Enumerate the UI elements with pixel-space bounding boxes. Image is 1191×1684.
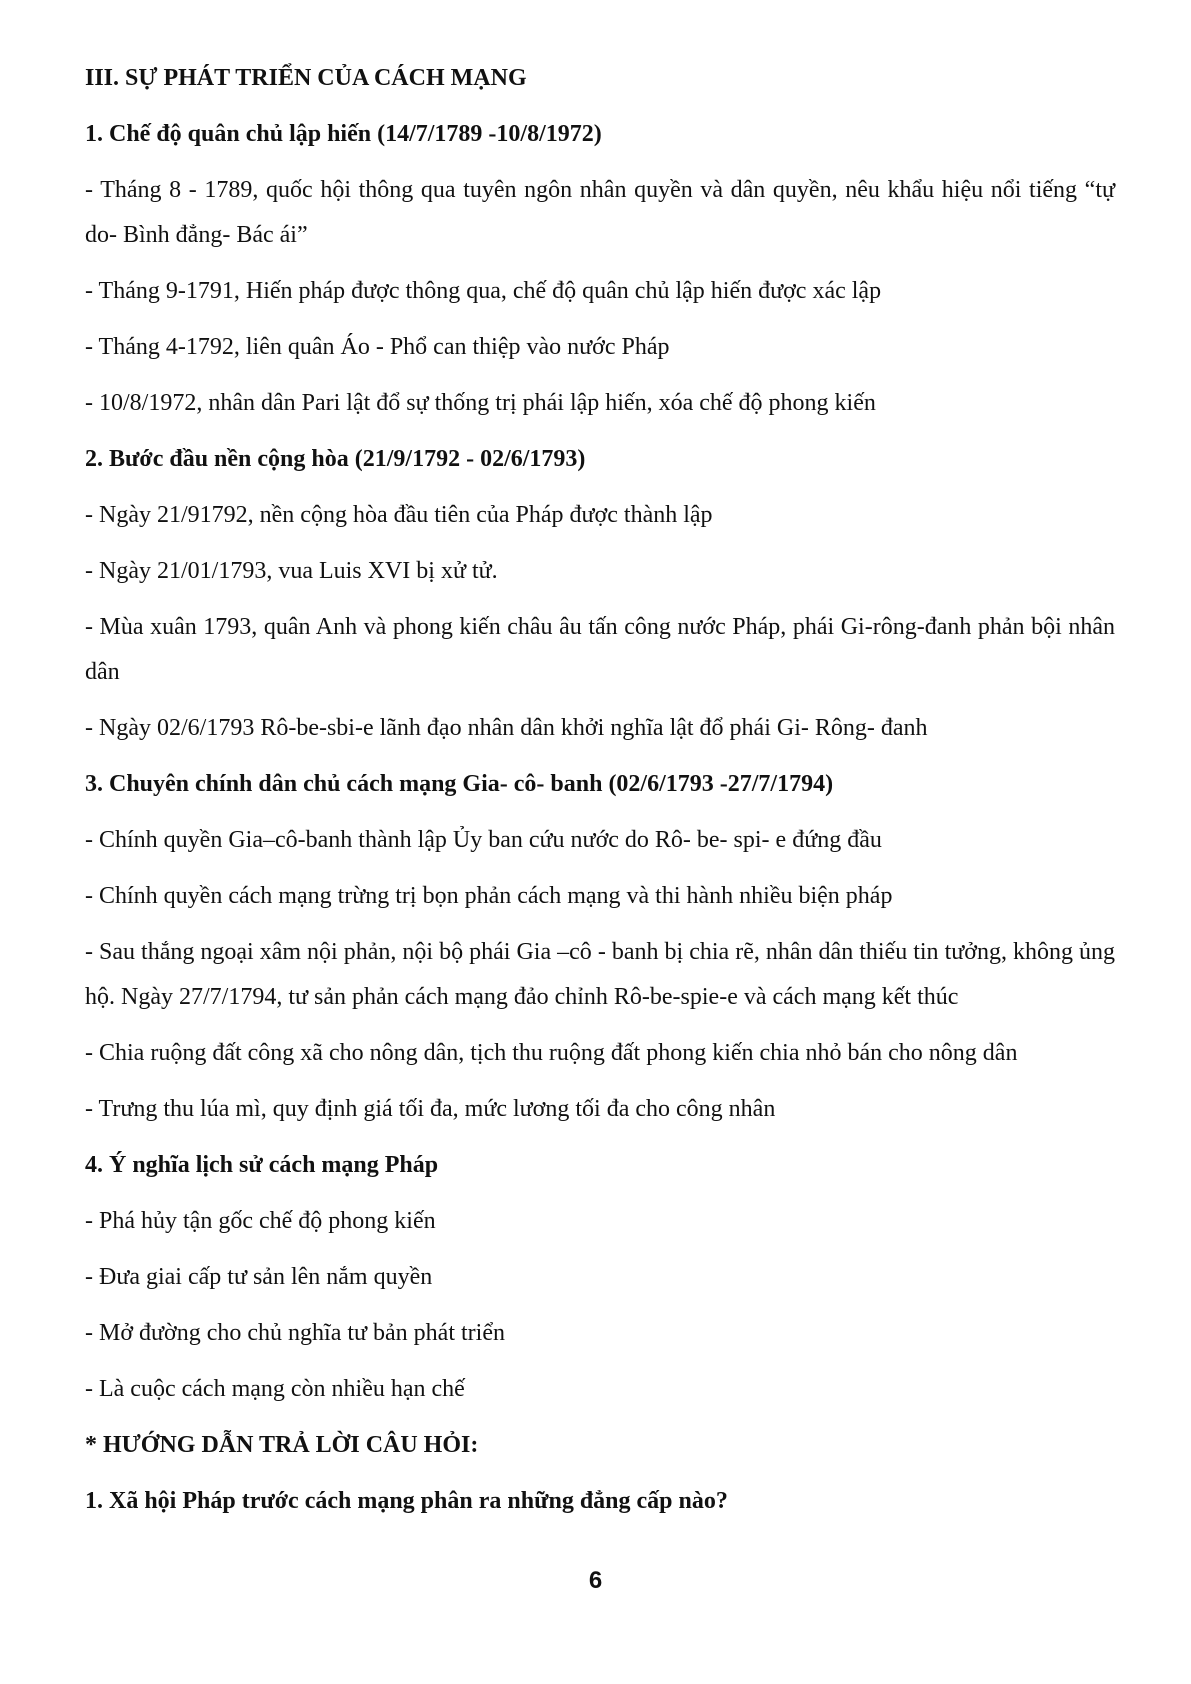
subsection-heading: 1. Chế độ quân chủ lập hiến (14/7/1789 -10/8/1972) <box>85 121 602 147</box>
paragraph: - Trưng thu lúa mì, quy định giá tối đa, mức lương tối đa cho công nhân <box>85 1096 776 1122</box>
paragraph: - Mùa xuân 1793, quân Anh và phong kiến châu âu tấn công nước Pháp, phái Gi-rông-đanh phản bội nhân dân <box>85 614 1115 685</box>
paragraph: - 10/8/1972, nhân dân Pari lật đổ sự thống trị phái lập hiến, xóa chế độ phong kiến <box>85 390 876 416</box>
paragraph: - Phá hủy tận gốc chế độ phong kiến <box>85 1208 436 1234</box>
paragraph: - Ngày 21/91792, nền cộng hòa đầu tiên của Pháp được thành lập <box>85 502 713 528</box>
paragraph: - Ngày 21/01/1793, vua Luis XVI bị xử tử. <box>85 558 498 584</box>
guide-title: * HƯỚNG DẪN TRẢ LỜI CÂU HỎI: <box>85 1432 479 1458</box>
page-content <box>85 56 1115 1535</box>
subsection-heading: 4. Ý nghĩa lịch sử cách mạng Pháp <box>85 1152 439 1178</box>
subsection-heading: 3. Chuyên chính dân chủ cách mạng Gia- cô- banh (02/6/1793 -27/7/1794) <box>85 771 834 797</box>
paragraph: - Sau thắng ngoại xâm nội phản, nội bộ phái Gia –cô - banh bị chia rẽ, nhân dân thiếu tin tưởng, không ủng hộ. Ngày 27/7/1794, tư sản phản cách mạng đảo chỉnh Rô-be-spie-e và cách mạng kết thúc <box>85 939 1115 1010</box>
paragraph: - Ngày 02/6/1793 Rô-be-sbi-e lãnh đạo nhân dân khởi nghĩa lật đổ phái Gi- Rông- đanh <box>85 715 928 741</box>
paragraph: - Là cuộc cách mạng còn nhiều hạn chế <box>85 1376 465 1402</box>
paragraph: - Tháng 9-1791, Hiến pháp được thông qua, chế độ quân chủ lập hiến được xác lập <box>85 278 882 304</box>
subsection-heading: 2. Bước đầu nền cộng hòa (21/9/1792 - 02/6/1793) <box>85 446 586 472</box>
paragraph: - Mở đường cho chủ nghĩa tư bản phát triển <box>85 1320 505 1346</box>
section-title: III. SỰ PHÁT TRIỂN CỦA CÁCH MẠNG <box>85 65 527 91</box>
paragraph: - Chính quyền cách mạng trừng trị bọn phản cách mạng và thi hành nhiều biện pháp <box>85 883 893 909</box>
paragraph: - Chính quyền Gia–cô-banh thành lập Ủy ban cứu nước do Rô- be- spi- e đứng đầu <box>85 827 882 853</box>
question-heading: 1. Xã hội Pháp trước cách mạng phân ra những đẳng cấp nào? <box>85 1488 728 1514</box>
paragraph: - Tháng 8 - 1789, quốc hội thông qua tuyên ngôn nhân quyền và dân quyền, nêu khẩu hiệu nổi tiếng “tự do- Bình đẳng- Bác ái” <box>85 177 1115 248</box>
paragraph: - Chia ruộng đất công xã cho nông dân, tịch thu ruộng đất phong kiến chia nhỏ bán cho nông dân <box>85 1040 1018 1066</box>
page-number: 6 <box>588 1567 603 1594</box>
paragraph: - Tháng 4-1792, liên quân Áo - Phổ can thiệp vào nước Pháp <box>85 334 670 360</box>
paragraph: - Đưa giai cấp tư sản lên nắm quyền <box>85 1264 433 1290</box>
